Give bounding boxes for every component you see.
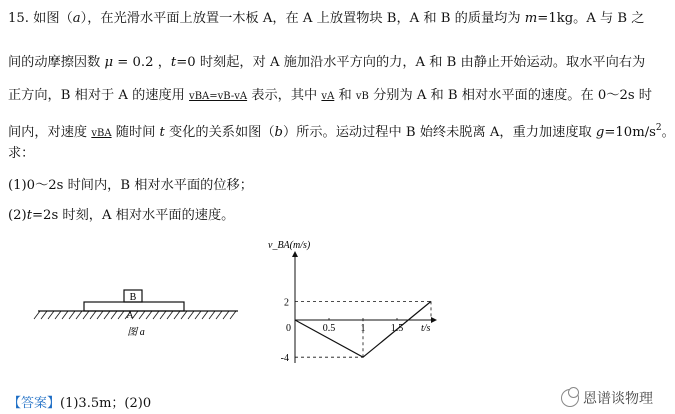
watermark-text: 恩谱谈物理 [583, 391, 653, 407]
wechat-icon [561, 389, 579, 407]
hatch-mark [153, 311, 159, 319]
figure-a-caption: 图 a [127, 327, 145, 338]
problem-line-2: 间的动摩擦因数 μ = 0.2 ，t=0 时刻起，对 A 施加沿水平方向的力，A 和 B 由静止开始运动。取水平向右为 [8, 55, 646, 70]
board-a-label: A [126, 310, 134, 321]
hatch-mark [174, 311, 180, 319]
hatch-mark [62, 311, 68, 319]
x-axis-label: t/s [421, 323, 431, 334]
answer-text: (1)3.5m；(2)0 [60, 396, 152, 411]
answer-tag: 【答案】 [8, 396, 61, 411]
hatch-mark [209, 311, 215, 319]
hatch-mark [230, 311, 236, 319]
hatch-mark [202, 311, 208, 319]
hatch-mark [118, 311, 124, 319]
hatch-mark [97, 311, 103, 319]
chart-layer [281, 297, 431, 364]
x-tick-label: 1.5 [390, 323, 404, 334]
hatch-mark [167, 311, 173, 319]
hatch-mark [216, 311, 222, 319]
hatch-mark [139, 311, 145, 319]
y-tick-label: -4 [280, 353, 289, 365]
hatch-mark [83, 311, 89, 319]
hatch-mark [160, 311, 166, 319]
hatch-mark [69, 311, 75, 319]
problem-line-5: 求： [8, 146, 35, 161]
block-b-label: B [129, 292, 137, 303]
x-tick-label: 0.5 [322, 323, 336, 334]
figure-b-chart [258, 238, 448, 373]
hatch-mark [90, 311, 96, 319]
figure-a [38, 282, 238, 342]
answer-line [8, 392, 151, 411]
problem-line-3: 正方向，B 相对于 A 的速度用 vBA=vB-vA 表示，其中 vA 和 vB 分别为 A 和 B 相对水平面的速度。在 0～2s 时 [8, 88, 652, 103]
hatch-mark [55, 311, 61, 319]
board-a [84, 302, 184, 311]
y-axis-label: v_BA(m/s) [268, 240, 311, 251]
hatch-mark [48, 311, 54, 319]
hatch-mark [195, 311, 201, 319]
hatch-mark [223, 311, 229, 319]
x-tick-label: 1 [360, 323, 366, 334]
hatch-mark [76, 311, 82, 319]
problem-line-1: 15. 如图（a），在光滑水平面上放置一木板 A，在 A 上放置物块 B，A 和 B 的质量均为 m=1kg。A 与 B 之 [8, 11, 645, 26]
hatch-mark [34, 311, 40, 319]
hatch-mark [104, 311, 110, 319]
hatch-mark [146, 311, 152, 319]
question-2: (2)t=2s 时刻，A 相对水平面的速度。 [8, 208, 235, 223]
ground-hatch [34, 311, 236, 319]
hatch-mark [181, 311, 187, 319]
problem-line-4: 间内，对速度 vBA 随时间 t 变化的关系如图（b）所示。运动过程中 B 始终未脱离 A，重力加速度取 $g=10m/s^2$。 [8, 123, 675, 140]
origin-label: 0 [286, 323, 291, 334]
hatch-mark [188, 311, 194, 319]
hatch-mark [111, 311, 117, 319]
watermark [561, 388, 653, 408]
y-tick-label: 2 [284, 297, 289, 309]
question-1: (1)0～2s 时间内，B 相对水平面的位移； [8, 178, 253, 193]
hatch-mark [41, 311, 47, 319]
